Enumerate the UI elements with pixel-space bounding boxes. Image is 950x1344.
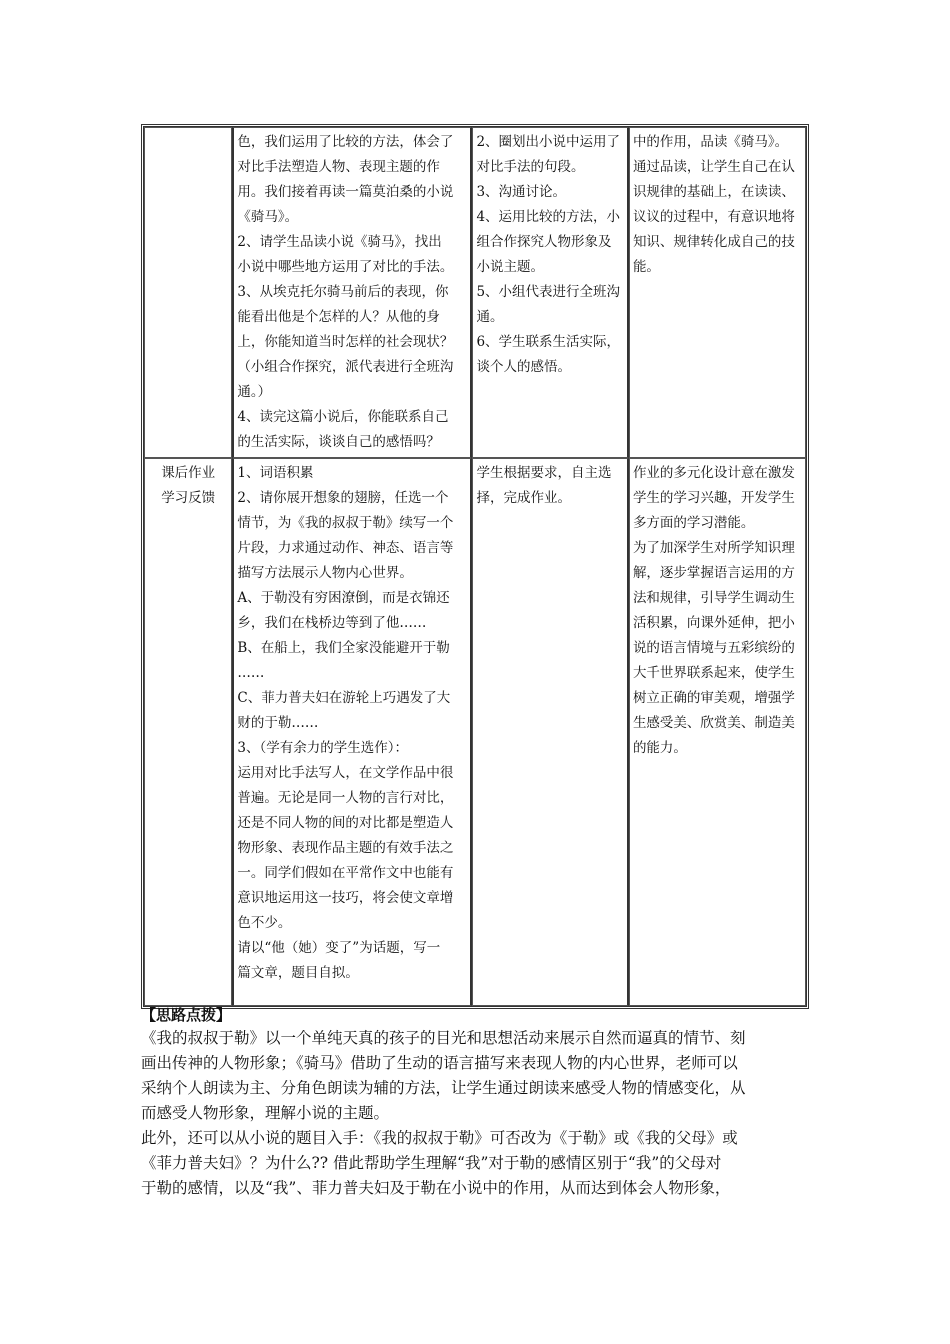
text-line: 4、运用比较的方法，小: [476, 209, 621, 225]
text-line: 4、读完这篇小说后，你能联系自己: [237, 409, 449, 425]
text-line: （小组合作探究，派代表进行全班沟: [237, 359, 454, 375]
text-line: 一。同学们假如在平常作文中也能有: [237, 865, 454, 881]
text-line: 运用对比手法写人，在文学作品中很: [237, 765, 454, 781]
text-line: 而感受人物形象，理解小说的主题。: [141, 1104, 390, 1122]
text-line: 活积累，向课外延伸，把小: [632, 615, 795, 631]
text-line: 2、请学生品读小说《骑马》，找出: [237, 234, 442, 250]
text-line: 择，完成作业。: [476, 490, 571, 506]
text-line: 识规律的基础上，在读读、: [632, 184, 795, 200]
text-line: 对比手法的句段。: [476, 159, 585, 175]
text-line: 意识地运用这一技巧，将会使文章增: [237, 890, 454, 906]
text-line: 篇文章，题目自拟。: [237, 965, 359, 981]
paragraph: [141, 1126, 821, 1201]
student-activity-cell: [472, 127, 628, 458]
text-line: 描写方法展示人物内心世界。: [237, 565, 413, 581]
text-line: 多方面的学习潜能。: [632, 515, 755, 531]
teacher-activity-cell: [232, 127, 472, 458]
text-line: 对比手法塑造人物、表现主题的作: [237, 159, 440, 175]
text-line: 6、学生联系生活实际，: [476, 334, 621, 350]
text-line: 情节，为《我的叔叔于勒》续写一个: [237, 515, 454, 531]
text-line: 3、沟通讨论。: [476, 184, 567, 200]
text-line: 画出传神的人物形象；《骑马》借助了生动的语言描写来表现人物的内心世界，老师可以: [141, 1054, 738, 1072]
text-line: 1、词语积累: [237, 465, 314, 481]
text-line: 说的语言情境与五彩缤纷的: [632, 640, 795, 656]
text-line: 于勒的感情，以及“我”、菲力普夫妇及于勒在小说中的作用，从而达到体会人物形象，: [141, 1179, 731, 1197]
text-line: 3、从埃克托尔骑马前后的表现，你: [237, 284, 449, 300]
lesson-plan-table: [141, 124, 809, 1009]
table-row: [144, 458, 806, 1006]
text-line: 色不少。: [237, 915, 292, 931]
text-line: 财的于勒……: [237, 715, 319, 731]
text-line: 树立正确的审美观，增强学: [632, 690, 795, 706]
text-line: 的生活实际，谈谈自己的感悟吗？: [237, 434, 440, 450]
stage-cell: [144, 458, 232, 1006]
text-line: 为了加深学生对所学知识理: [632, 540, 795, 556]
text-line: 用。我们接着再读一篇莫泊桑的小说: [237, 184, 454, 200]
text-line: 议议的过程中，有意识地将: [632, 209, 795, 225]
text-line: B、在船上，我们全家没能避开于勒: [237, 640, 450, 656]
text-line: 谈个人的感悟。: [476, 359, 571, 375]
text-line: 通过品读，让学生自己在认: [632, 159, 795, 175]
stage-cell: [144, 127, 232, 458]
text-line: 2、请你展开想象的翅膀，任选一个: [237, 490, 449, 506]
text-line: 《我的叔叔于勒》以一个单纯天真的孩子的目光和思想活动来展示自然而逼真的情节、刻: [141, 1029, 746, 1047]
design-intent-cell: [629, 458, 806, 1006]
text-line: 组合作探究人物形象及: [476, 234, 612, 250]
text-line: ……: [237, 665, 265, 681]
text-line: 色，我们运用了比较的方法，体会了: [237, 134, 454, 150]
text-line: 学生根据要求，自主选: [476, 465, 612, 481]
text-line: 5、小组代表进行全班沟: [476, 284, 621, 300]
teacher-activity-cell: [232, 458, 472, 1006]
text-line: A、于勒没有穷困潦倒，而是衣锦还: [237, 590, 450, 606]
text-line: 通。）: [237, 384, 272, 400]
text-line: 还是不同人物的间的对比都是塑造人: [237, 815, 454, 831]
text-line: 上，你能知道当时怎样的社会现状？: [237, 334, 454, 350]
text-line: 能。: [632, 259, 660, 275]
text-line: 能看出他是个怎样的人？从他的身: [237, 309, 440, 325]
text-line: 小说主题。: [476, 259, 544, 275]
text-line: 中的作用，品读《骑马》。: [632, 134, 789, 150]
text-line: 《骑马》。: [237, 209, 299, 225]
design-intent-cell: [629, 127, 806, 458]
text-line: 生感受美、欣赏美、制造美: [632, 715, 795, 731]
table-row: [144, 127, 806, 458]
text-line: 乡，我们在栈桥边等到了他……: [237, 615, 427, 631]
text-line: 学生的学习兴趣，开发学生: [632, 490, 795, 506]
text-line: 作业的多元化设计意在激发: [632, 465, 795, 481]
text-line: 大千世界联系起来，使学生: [632, 665, 795, 681]
text-line: 学习反馈: [161, 490, 216, 506]
text-line: C、菲力普夫妇在游轮上巧遇发了大: [237, 690, 451, 706]
text-line: 的能力。: [632, 740, 687, 756]
text-line: 《菲力普夫妇》？为什么?? 借此帮助学生理解“我”对于勒的感情区别于“我”的父母对: [141, 1154, 722, 1172]
text-line: 法和规律，引导学生调动生: [632, 590, 795, 606]
teaching-tips-section: [141, 1004, 821, 1201]
text-line: 知识、规律转化成自己的技: [632, 234, 795, 250]
section-heading: 【思路点拨】: [141, 1006, 232, 1024]
text-line: 通。: [476, 309, 504, 325]
text-line: 片段，力求通过动作、神态、语言等: [237, 540, 454, 556]
text-line: 采纳个人朗读为主、分角色朗读为辅的方法，让学生通过朗读来感受人物的情感变化，从: [141, 1079, 746, 1097]
text-line: 请以“他（她）变了”为话题，写一: [237, 940, 441, 956]
text-line: 课后作业: [161, 465, 216, 481]
text-line: 解，逐步掌握语言运用的方: [632, 565, 795, 581]
text-line: 3、（学有余力的学生选作）：: [237, 740, 408, 756]
text-line: 物形象、表现作品主题的有效手法之: [237, 840, 454, 856]
text-line: 普遍。无论是同一人物的言行对比，: [237, 790, 454, 806]
text-line: 小说中哪些地方运用了对比的手法。: [237, 259, 454, 275]
student-activity-cell: [472, 458, 628, 1006]
text-line: 此外，还可以从小说的题目入手：《我的叔叔于勒》可否改为《于勒》或《我的父母》或: [141, 1129, 738, 1147]
paragraph: [141, 1026, 821, 1126]
text-line: 2、圈划出小说中运用了: [476, 134, 621, 150]
